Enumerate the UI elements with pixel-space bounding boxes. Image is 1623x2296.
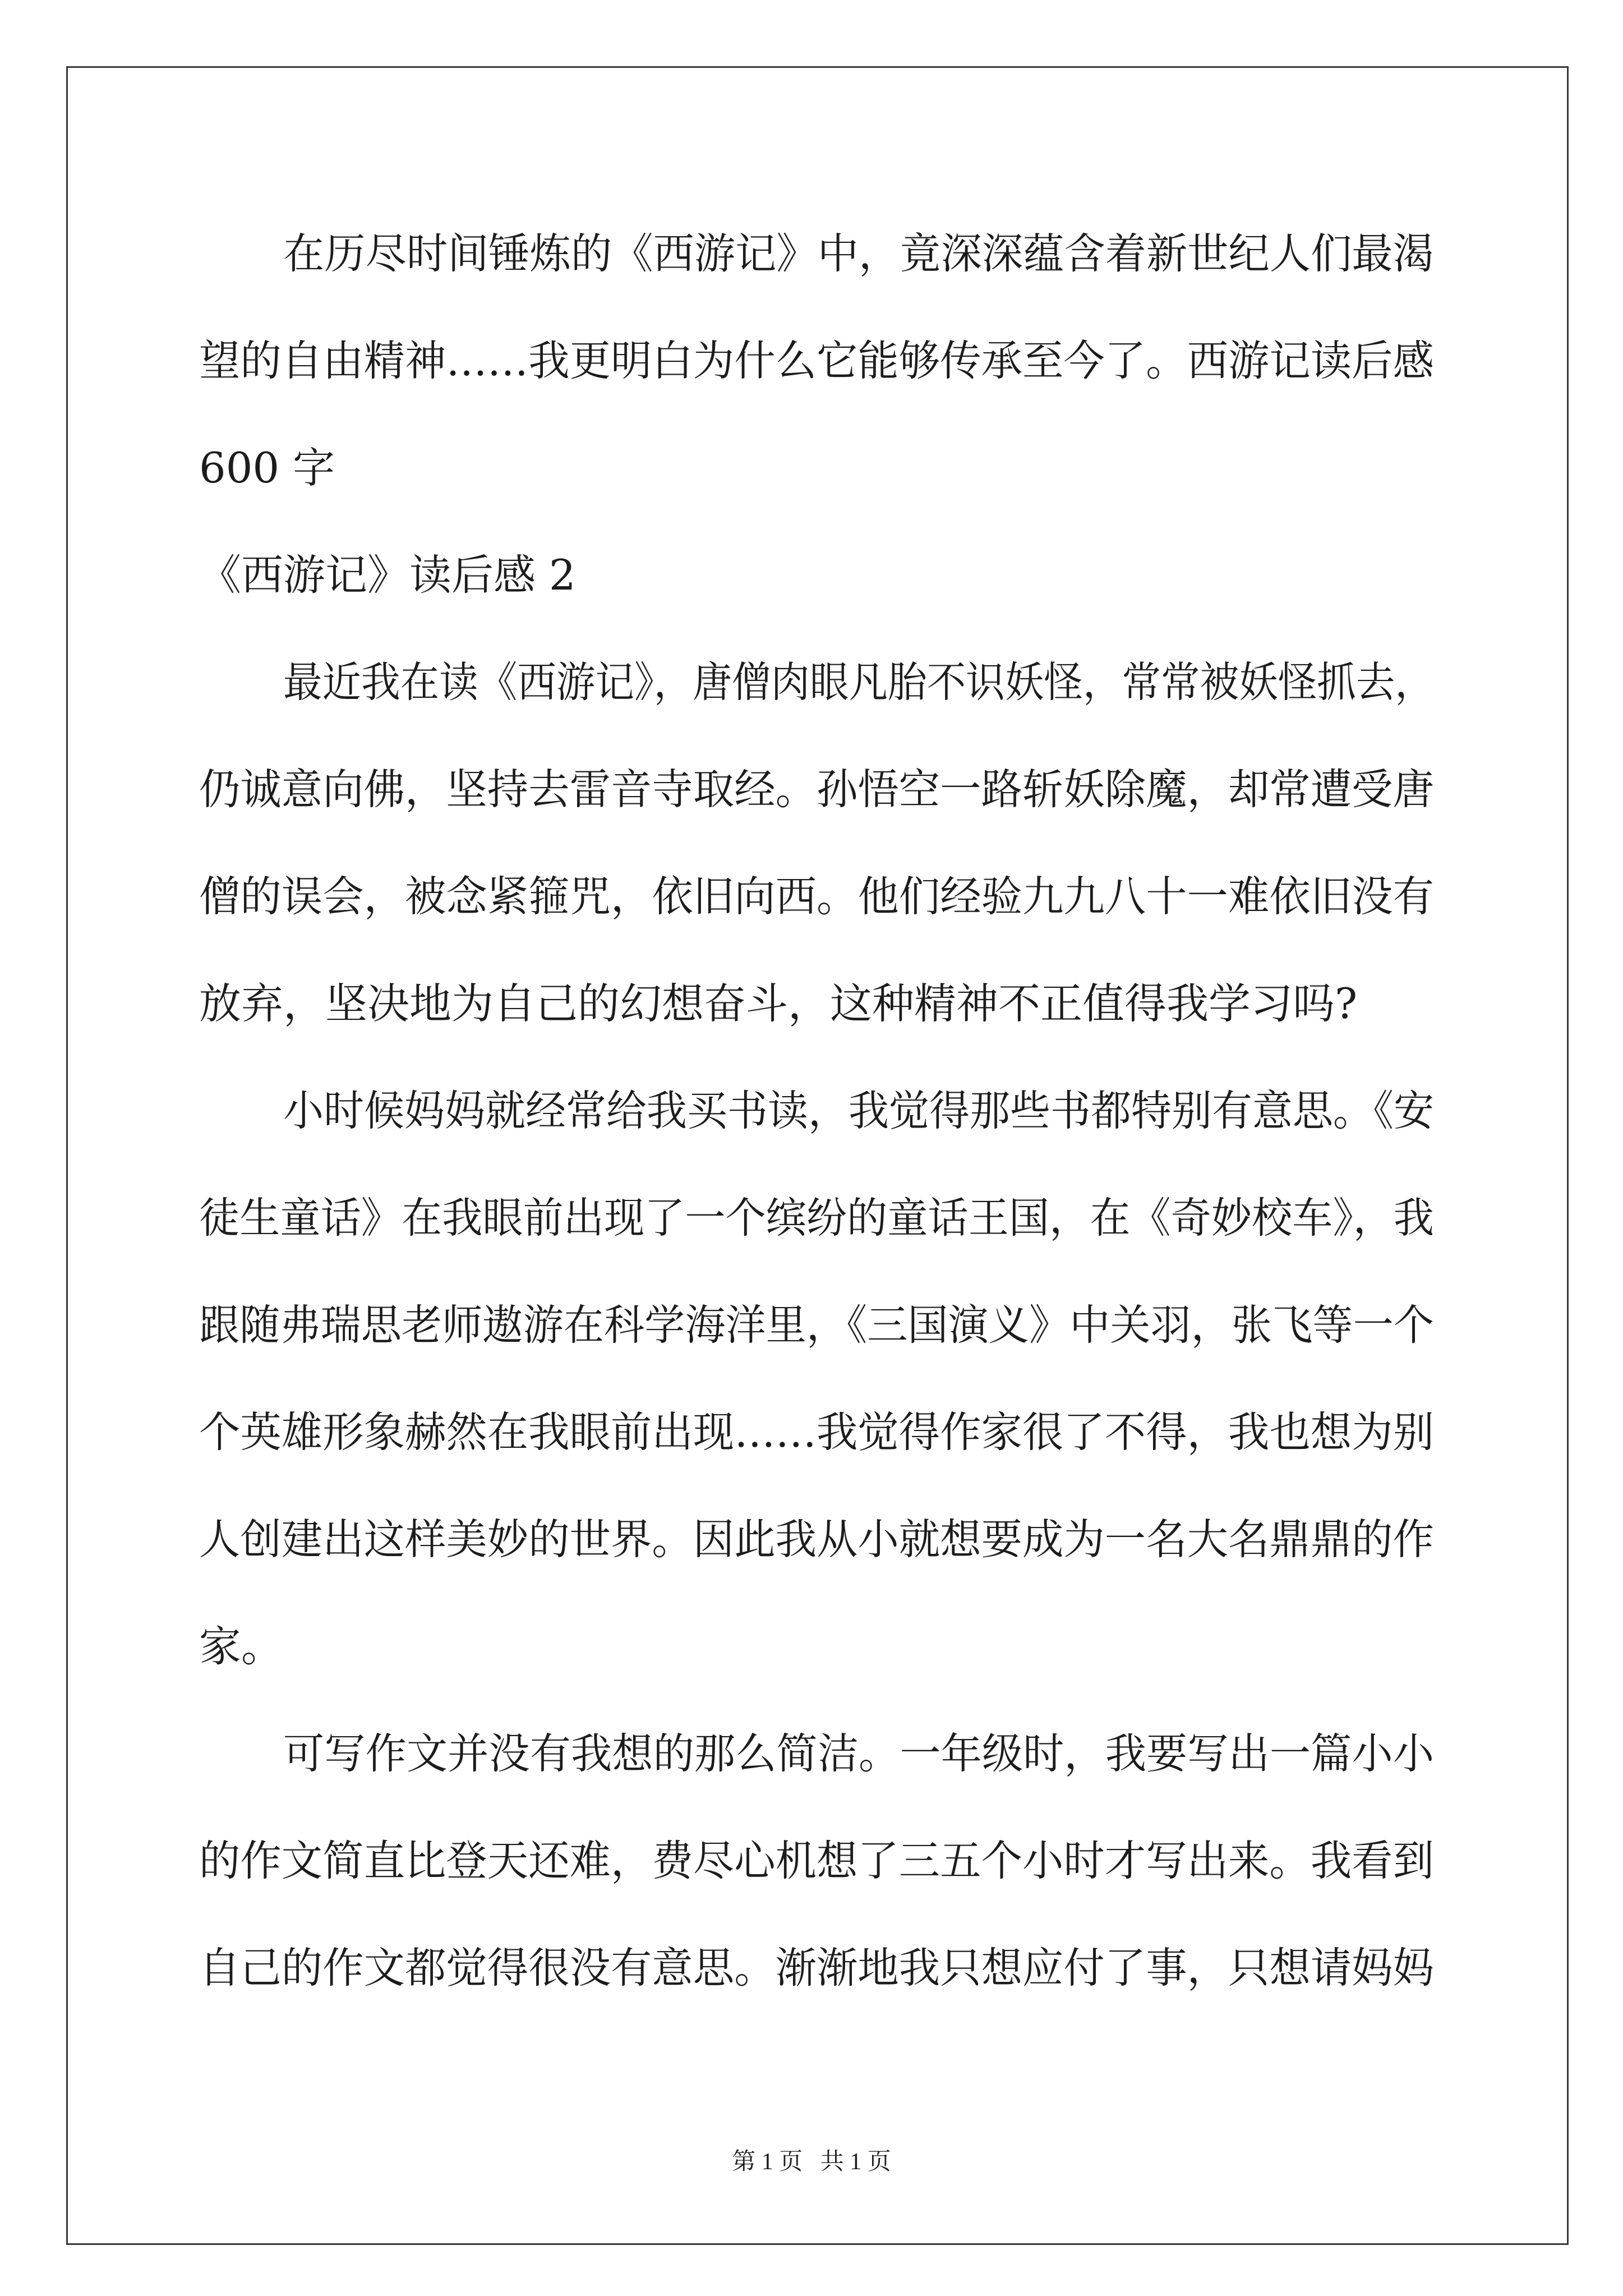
text-line-content: 600 字 (199, 443, 335, 493)
text-line (199, 415, 1434, 522)
paragraph (199, 1700, 1434, 2022)
document-body (199, 200, 1434, 2022)
text-line (199, 1379, 1434, 1486)
text-line (199, 1593, 1434, 1700)
text-line-content: 跟随弗瑞思老师遨游在科学海洋里，《三国演义》中关羽，张飞等一个 (199, 1300, 1434, 1350)
text-line (199, 200, 1434, 307)
text-line-content: 徒生童话》在我眼前出现了一个缤纷的童话王国，在《奇妙校车》，我 (199, 1193, 1434, 1243)
text-line-content: 可写作文并没有我想的那么简洁。一年级时，我要写出一篇小小 (283, 1729, 1434, 1778)
text-line (199, 1165, 1434, 1272)
text-line-content: 小时候妈妈就经常给我买书读，我觉得那些书都特别有意思。《安 (283, 1086, 1434, 1135)
page-footer: 第 1 页 共 1 页 (732, 2149, 891, 2175)
section-heading (199, 522, 1434, 629)
text-line-content: 家。 (199, 1622, 284, 1671)
text-line (199, 1057, 1434, 1165)
text-line-content: 自己的作文都觉得很没有意思。渐渐地我只想应付了事，只想请妈妈 (199, 1943, 1434, 1993)
section-heading-text: 《西游记》读后感 2 (199, 550, 576, 600)
text-line (199, 1700, 1434, 1807)
text-line-content: 放弃，坚决地为自己的幻想奋斗，这种精神不正值得我学习吗? (199, 979, 1358, 1028)
paragraph (199, 1057, 1434, 1700)
text-line-content: 仍诚意向佛，坚持去雷音寺取经。孙悟空一路斩妖除魔，却常遭受唐 (199, 765, 1434, 814)
text-line (199, 1486, 1434, 1593)
text-line (199, 843, 1434, 950)
text-line (199, 629, 1434, 736)
text-line (199, 950, 1434, 1057)
text-line-content: 在历尽时间锤炼的《西游记》中，竟深深蕴含着新世纪人们最渴 (283, 229, 1434, 278)
paragraph (199, 629, 1434, 1057)
text-line (199, 736, 1434, 843)
text-line-content: 人创建出这样美妙的世界。因此我从小就想要成为一名大名鼎鼎的作 (199, 1515, 1434, 1564)
text-line-content: 个英雄形象赫然在我眼前出现……我觉得作家很了不得，我也想为别 (199, 1407, 1434, 1457)
text-line-content: 的作文简直比登天还难，费尽心机想了三五个小时才写出来。我看到 (199, 1836, 1434, 1885)
text-line-content: 最近我在读《西游记》，唐僧肉眼凡胎不识妖怪，常常被妖怪抓去， (283, 657, 1434, 707)
text-line-content: 僧的误会，被念紧箍咒，依旧向西。他们经验九九八十一难依旧没有 (199, 872, 1434, 921)
paragraph (199, 200, 1434, 522)
text-line (199, 1807, 1434, 1915)
text-line (199, 307, 1434, 415)
text-line (199, 1915, 1434, 2022)
text-line (199, 1272, 1434, 1379)
text-line-content: 望的自由精神……我更明白为什么它能够传承至今了。西游记读后感 (199, 336, 1434, 385)
